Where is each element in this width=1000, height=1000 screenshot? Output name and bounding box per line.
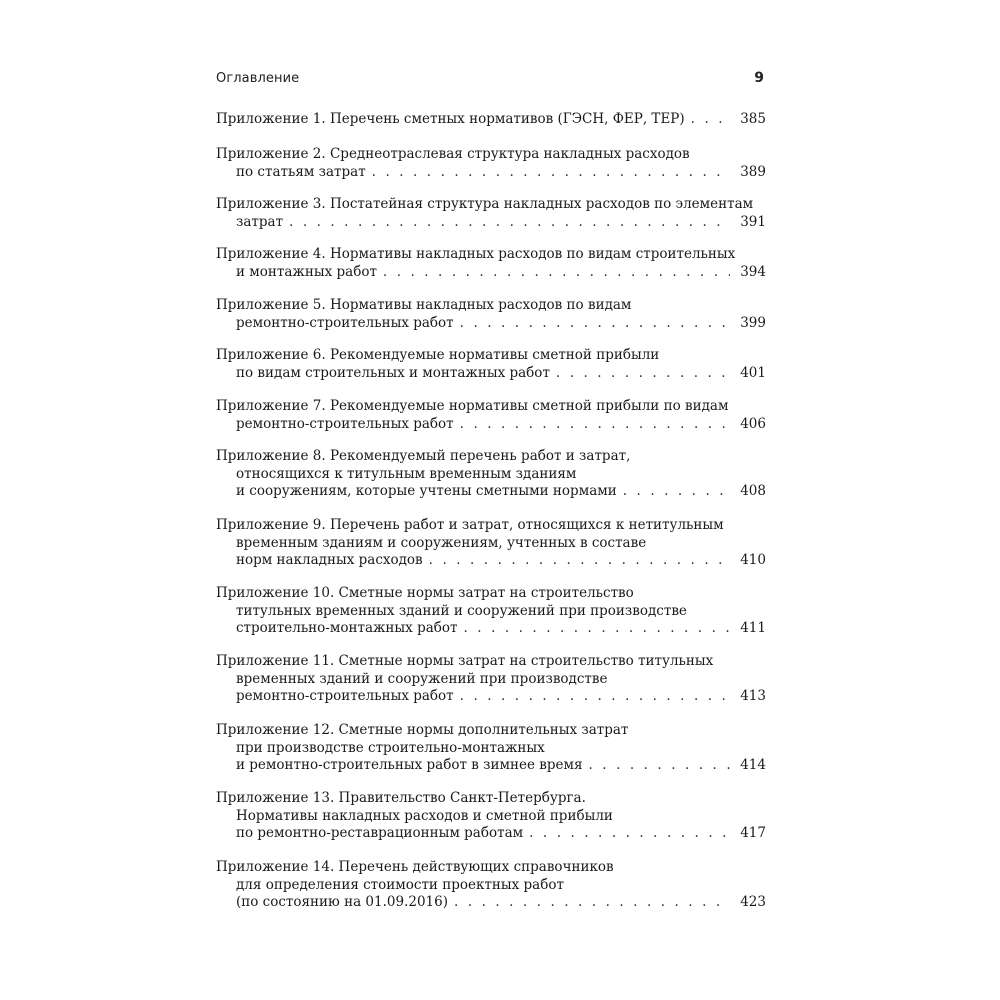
toc-entry-line <box>216 894 766 912</box>
dot-leader <box>372 164 730 182</box>
toc-entry-line <box>216 365 766 383</box>
toc-entry-line: Приложение 3. Постатейная структура накладных расходов по элементам <box>216 196 754 212</box>
running-header <box>216 70 764 90</box>
toc-entry-appendix-10[interactable] <box>216 585 766 638</box>
toc-entry-line: Приложение 6. Рекомендуемые нормативы сметной прибыли <box>216 347 660 363</box>
toc-entry-page: 411 <box>740 620 766 636</box>
toc-entry-page: 394 <box>740 263 766 280</box>
dot-leader <box>383 264 730 282</box>
toc-entry-line: временных зданий и сооружений при производстве <box>236 670 608 687</box>
toc-entry-line: Приложение 11. Сметные нормы затрат на строительство титульных <box>216 653 714 669</box>
toc-entry-line: относящихся к титульным временным зданиям <box>236 465 577 482</box>
toc-entry-appendix-8[interactable] <box>216 448 766 501</box>
toc-entry-line: Приложение 5. Нормативы накладных расходов по видам <box>216 297 632 313</box>
toc-entry-line: титульных временных зданий и сооружений при производстве <box>236 602 687 619</box>
dot-leader <box>460 315 730 333</box>
toc-entry-page: 410 <box>740 552 766 568</box>
dot-leader <box>464 620 731 638</box>
toc-entry-text: ремонтно-строительных работ <box>236 415 454 432</box>
toc-entry-text: и сооружениям, которые учтены сметными нормами <box>236 483 617 499</box>
toc-entry-line <box>216 688 766 706</box>
toc-entry-page: 417 <box>740 825 766 841</box>
toc-entry-page: 391 <box>740 213 766 230</box>
toc-entry-appendix-7[interactable] <box>216 398 766 433</box>
dot-leader <box>429 552 730 570</box>
toc-entry-text: затрат <box>236 213 284 230</box>
toc-entry-text: и ремонтно-строительных работ в зимнее время <box>236 757 583 773</box>
dot-leader <box>460 688 730 706</box>
toc-entry-line <box>216 111 766 129</box>
toc-entry-line <box>216 416 766 434</box>
toc-entry-appendix-5[interactable] <box>216 297 766 332</box>
dot-leader <box>454 894 730 912</box>
dot-leader <box>529 825 730 843</box>
toc-entry-line: Нормативы накладных расходов и сметной прибыли <box>236 807 613 824</box>
toc-entry-page: 406 <box>740 415 766 432</box>
toc-entry-line: Приложение 2. Среднеотраслевая структура накладных расходов <box>216 146 690 162</box>
toc-entry-line <box>216 483 766 501</box>
toc-entry-text: по ремонтно-реставрационным работам <box>236 825 524 841</box>
toc-entry-line: Приложение 13. Правительство Санкт-Петербурга. <box>216 790 586 806</box>
dot-leader <box>556 365 730 383</box>
dot-leader <box>460 416 730 434</box>
toc-entry-page: 408 <box>740 483 766 499</box>
toc-entry-page: 389 <box>740 163 766 180</box>
toc-entry-line: Приложение 7. Рекомендуемые нормативы сметной прибыли по видам <box>216 398 729 414</box>
toc-entry-line: при производстве строительно-монтажных <box>236 739 545 756</box>
toc-entry-text: Приложение 1. Перечень сметных нормативов (ГЭСН, ФЕР, ТЕР) <box>216 111 685 127</box>
toc-entry-appendix-14[interactable] <box>216 859 766 912</box>
toc-entry-appendix-4[interactable] <box>216 246 766 281</box>
toc-entry-line: для определения стоимости проектных работ <box>236 876 564 893</box>
toc-entry-appendix-3[interactable] <box>216 196 766 231</box>
toc-entry-line: Приложение 14. Перечень действующих справочников <box>216 859 614 875</box>
toc-entry-line: Приложение 10. Сметные нормы затрат на строительство <box>216 585 634 601</box>
toc-entry-line <box>216 164 766 182</box>
toc-entry-line <box>216 315 766 333</box>
toc-entry-appendix-12[interactable] <box>216 722 766 775</box>
header-title: Оглавление <box>216 71 300 86</box>
toc-entry-line: Приложение 12. Сметные нормы дополнительных затрат <box>216 722 629 738</box>
toc-entry-appendix-11[interactable] <box>216 653 766 706</box>
toc-entry-line: Приложение 9. Перечень работ и затрат, относящихся к нетитульным <box>216 517 724 533</box>
toc-entry-text: норм накладных расходов <box>236 552 423 568</box>
toc-entry-line <box>216 825 766 843</box>
toc-entry-line: Приложение 8. Рекомендуемый перечень работ и затрат, <box>216 448 631 464</box>
dot-leader <box>691 111 730 129</box>
toc-entry-page: 401 <box>740 364 766 381</box>
toc-entry-appendix-13[interactable] <box>216 790 766 843</box>
dot-leader <box>589 757 730 775</box>
toc-entry-line <box>216 264 766 282</box>
dot-leader <box>623 483 730 501</box>
toc-entry-line <box>216 214 766 232</box>
toc-entry-line <box>216 620 766 638</box>
toc-entry-page: 423 <box>740 894 766 910</box>
dot-leader <box>289 214 730 232</box>
toc-entry-text: (по состоянию на 01.09.2016) <box>236 894 448 910</box>
toc-entry-text: по видам строительных и монтажных работ <box>236 364 550 381</box>
toc-entry-line <box>216 757 766 775</box>
toc-entry-appendix-2[interactable] <box>216 146 766 181</box>
toc-entry-text: строительно-монтажных работ <box>236 620 458 636</box>
toc-entry-appendix-1[interactable] <box>216 111 766 129</box>
toc-entry-text: ремонтно-строительных работ <box>236 688 454 704</box>
toc-entry-line: Приложение 4. Нормативы накладных расходов по видам строительных <box>216 246 736 262</box>
toc-entry-appendix-6[interactable] <box>216 347 766 382</box>
toc-entry-page: 413 <box>740 688 766 704</box>
toc-entry-page: 385 <box>740 111 766 127</box>
toc-entry-appendix-9[interactable] <box>216 517 766 570</box>
toc-entry-line <box>216 552 766 570</box>
toc-entry-text: ремонтно-строительных работ <box>236 314 454 331</box>
toc-entry-page: 414 <box>740 757 766 773</box>
toc-entry-page: 399 <box>740 314 766 331</box>
toc-entry-line: временным зданиям и сооружениям, учтенных в составе <box>236 534 647 551</box>
toc-entry-text: и монтажных работ <box>236 263 377 280</box>
toc-entry-text: по статьям затрат <box>236 163 366 180</box>
header-page-number: 9 <box>754 70 764 86</box>
